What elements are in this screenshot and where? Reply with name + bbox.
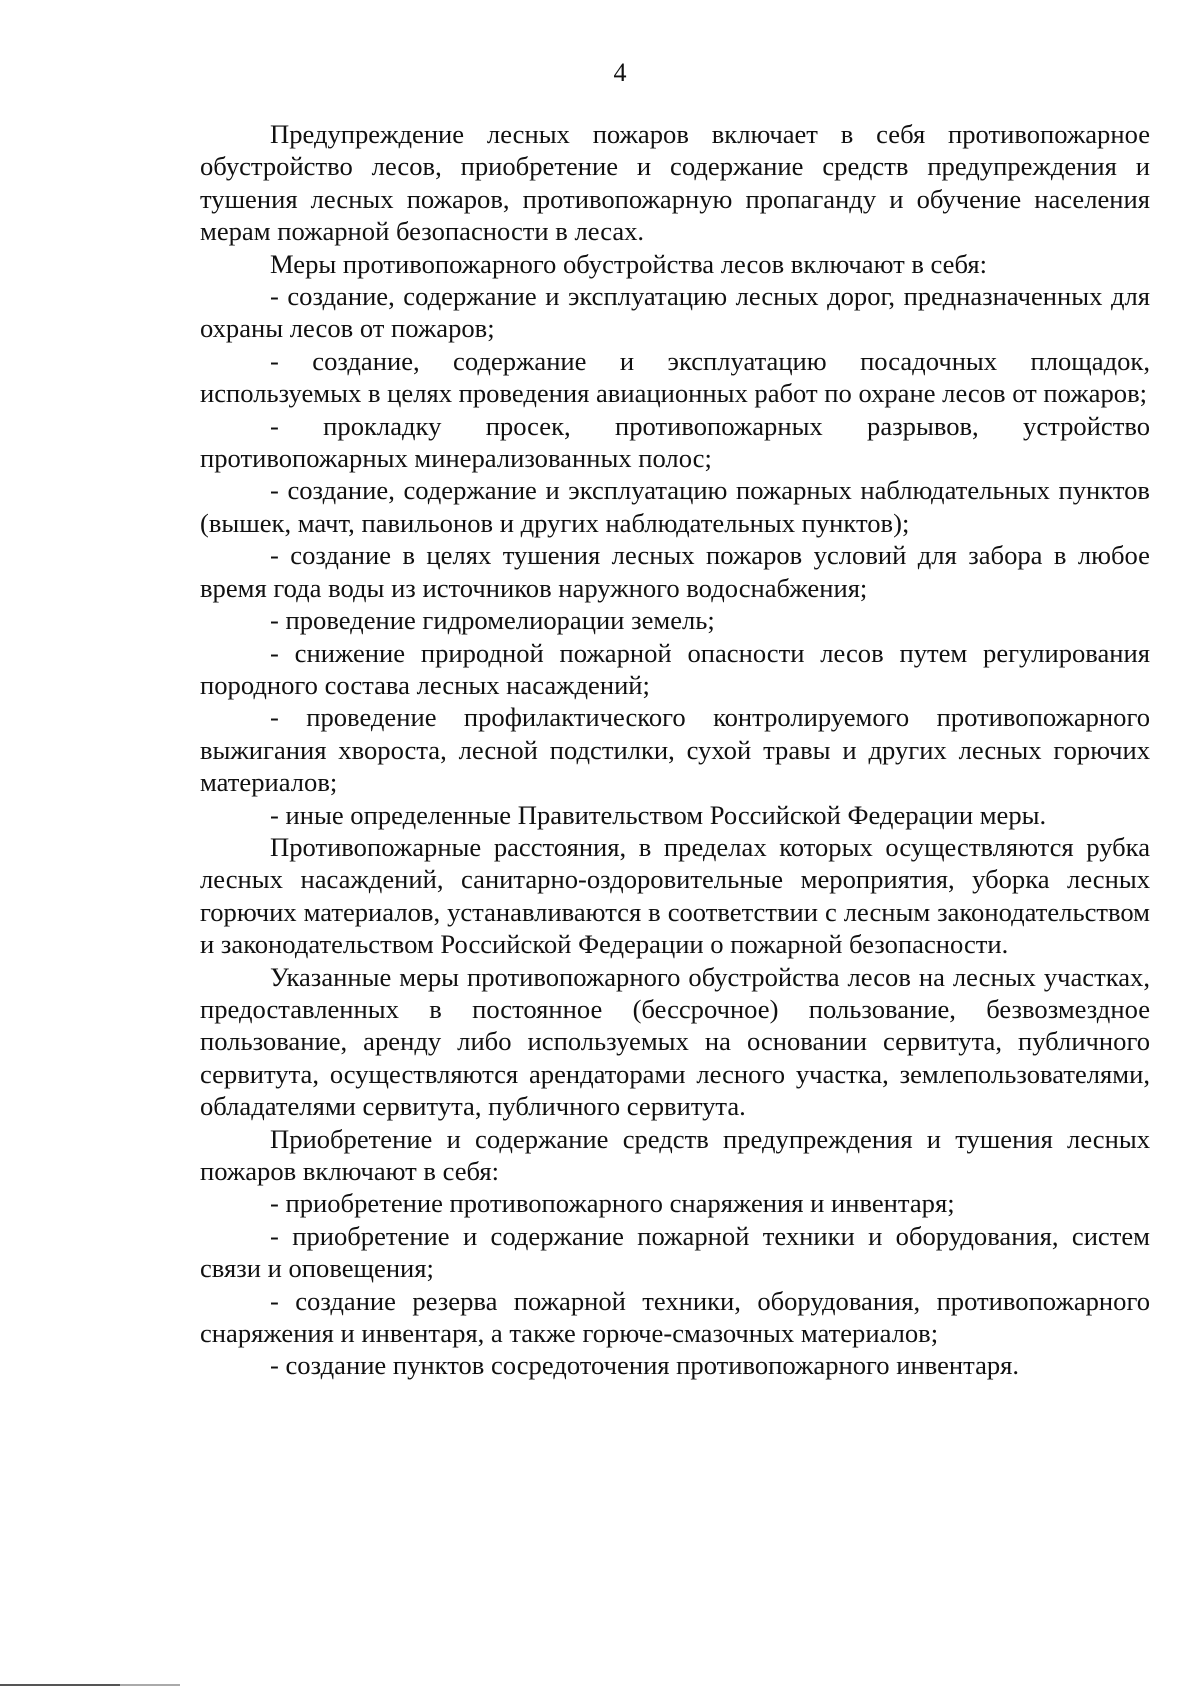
paragraph: Предупреждение лесных пожаров включает в себя противопожарное обустройство лесов, приобретение и содержание средств предупреждения и тушения лесных пожаров, противопожарную пропаганду и обучение населения мерам пожарной безопасности в лесах. <box>200 119 1150 247</box>
list-item: - иные определенные Правительством Российской Федерации меры. <box>270 799 1047 830</box>
document-body <box>200 118 1150 1382</box>
paragraph: Указанные меры противопожарного обустройства лесов на лесных участках, предоставленных в постоянное (бессрочное) пользование, безвозмездное пользование, аренду либо используемых на основании сервитута, публичного сервитута, осуществляются арендаторами лесного участка, землепользователями, обладателями сервитута, публичного сервитута. <box>200 961 1150 1122</box>
list-item: - создание, содержание и эксплуатацию пожарных наблюдательных пунктов (вышек, мачт, павильонов и других наблюдательных пунктов); <box>200 475 1150 538</box>
list-item: - проведение профилактического контролируемого противопожарного выжигания хвороста, лесной подстилки, сухой травы и других лесных горючих материалов; <box>200 702 1150 798</box>
list-item: - прокладку просек, противопожарных разрывов, устройство противопожарных минерализованных полос; <box>200 410 1150 474</box>
paragraph: Меры противопожарного обустройства лесов включают в себя: <box>270 248 987 279</box>
scan-edge-line <box>0 1684 120 1686</box>
list-item: - создание пунктов сосредоточения противопожарного инвентаря. <box>270 1350 1020 1381</box>
list-item: - создание, содержание и эксплуатацию посадочных площадок, используемых в целях проведения авиационных работ по охране лесов от пожаров; <box>200 345 1150 409</box>
page-number: 4 <box>613 58 627 87</box>
list-item: - приобретение и содержание пожарной техники и оборудования, систем связи и оповещения; <box>200 1220 1150 1284</box>
paragraph: Приобретение и содержание средств предупреждения и тушения лесных пожаров включают в себя: <box>200 1123 1150 1186</box>
list-item: - проведение гидромелиорации земель; <box>270 605 715 636</box>
paragraph: Противопожарные расстояния, в пределах которых осуществляются рубка лесных насаждений, санитарно-оздоровительные мероприятия, уборка лесных горючих материалов, устанавливаются в соответствии с лесным законодательством и законодательством Российской Федерации о пожарной безопасности. <box>200 831 1150 960</box>
list-item: - снижение природной пожарной опасности лесов путем регулирования породного состава лесных насаждений; <box>200 637 1150 700</box>
list-item: - создание резерва пожарной техники, оборудования, противопожарного снаряжения и инвентаря, а также горюче-смазочных материалов; <box>200 1285 1150 1349</box>
list-item: - создание, содержание и эксплуатацию лесных дорог, предназначенных для охраны лесов от пожаров; <box>200 281 1150 344</box>
list-item: - создание в целях тушения лесных пожаров условий для забора в любое время года воды из источников наружного водоснабжения; <box>200 540 1150 603</box>
scan-edge-line <box>120 1684 180 1686</box>
list-item: - приобретение противопожарного снаряжения и инвентаря; <box>270 1188 955 1219</box>
